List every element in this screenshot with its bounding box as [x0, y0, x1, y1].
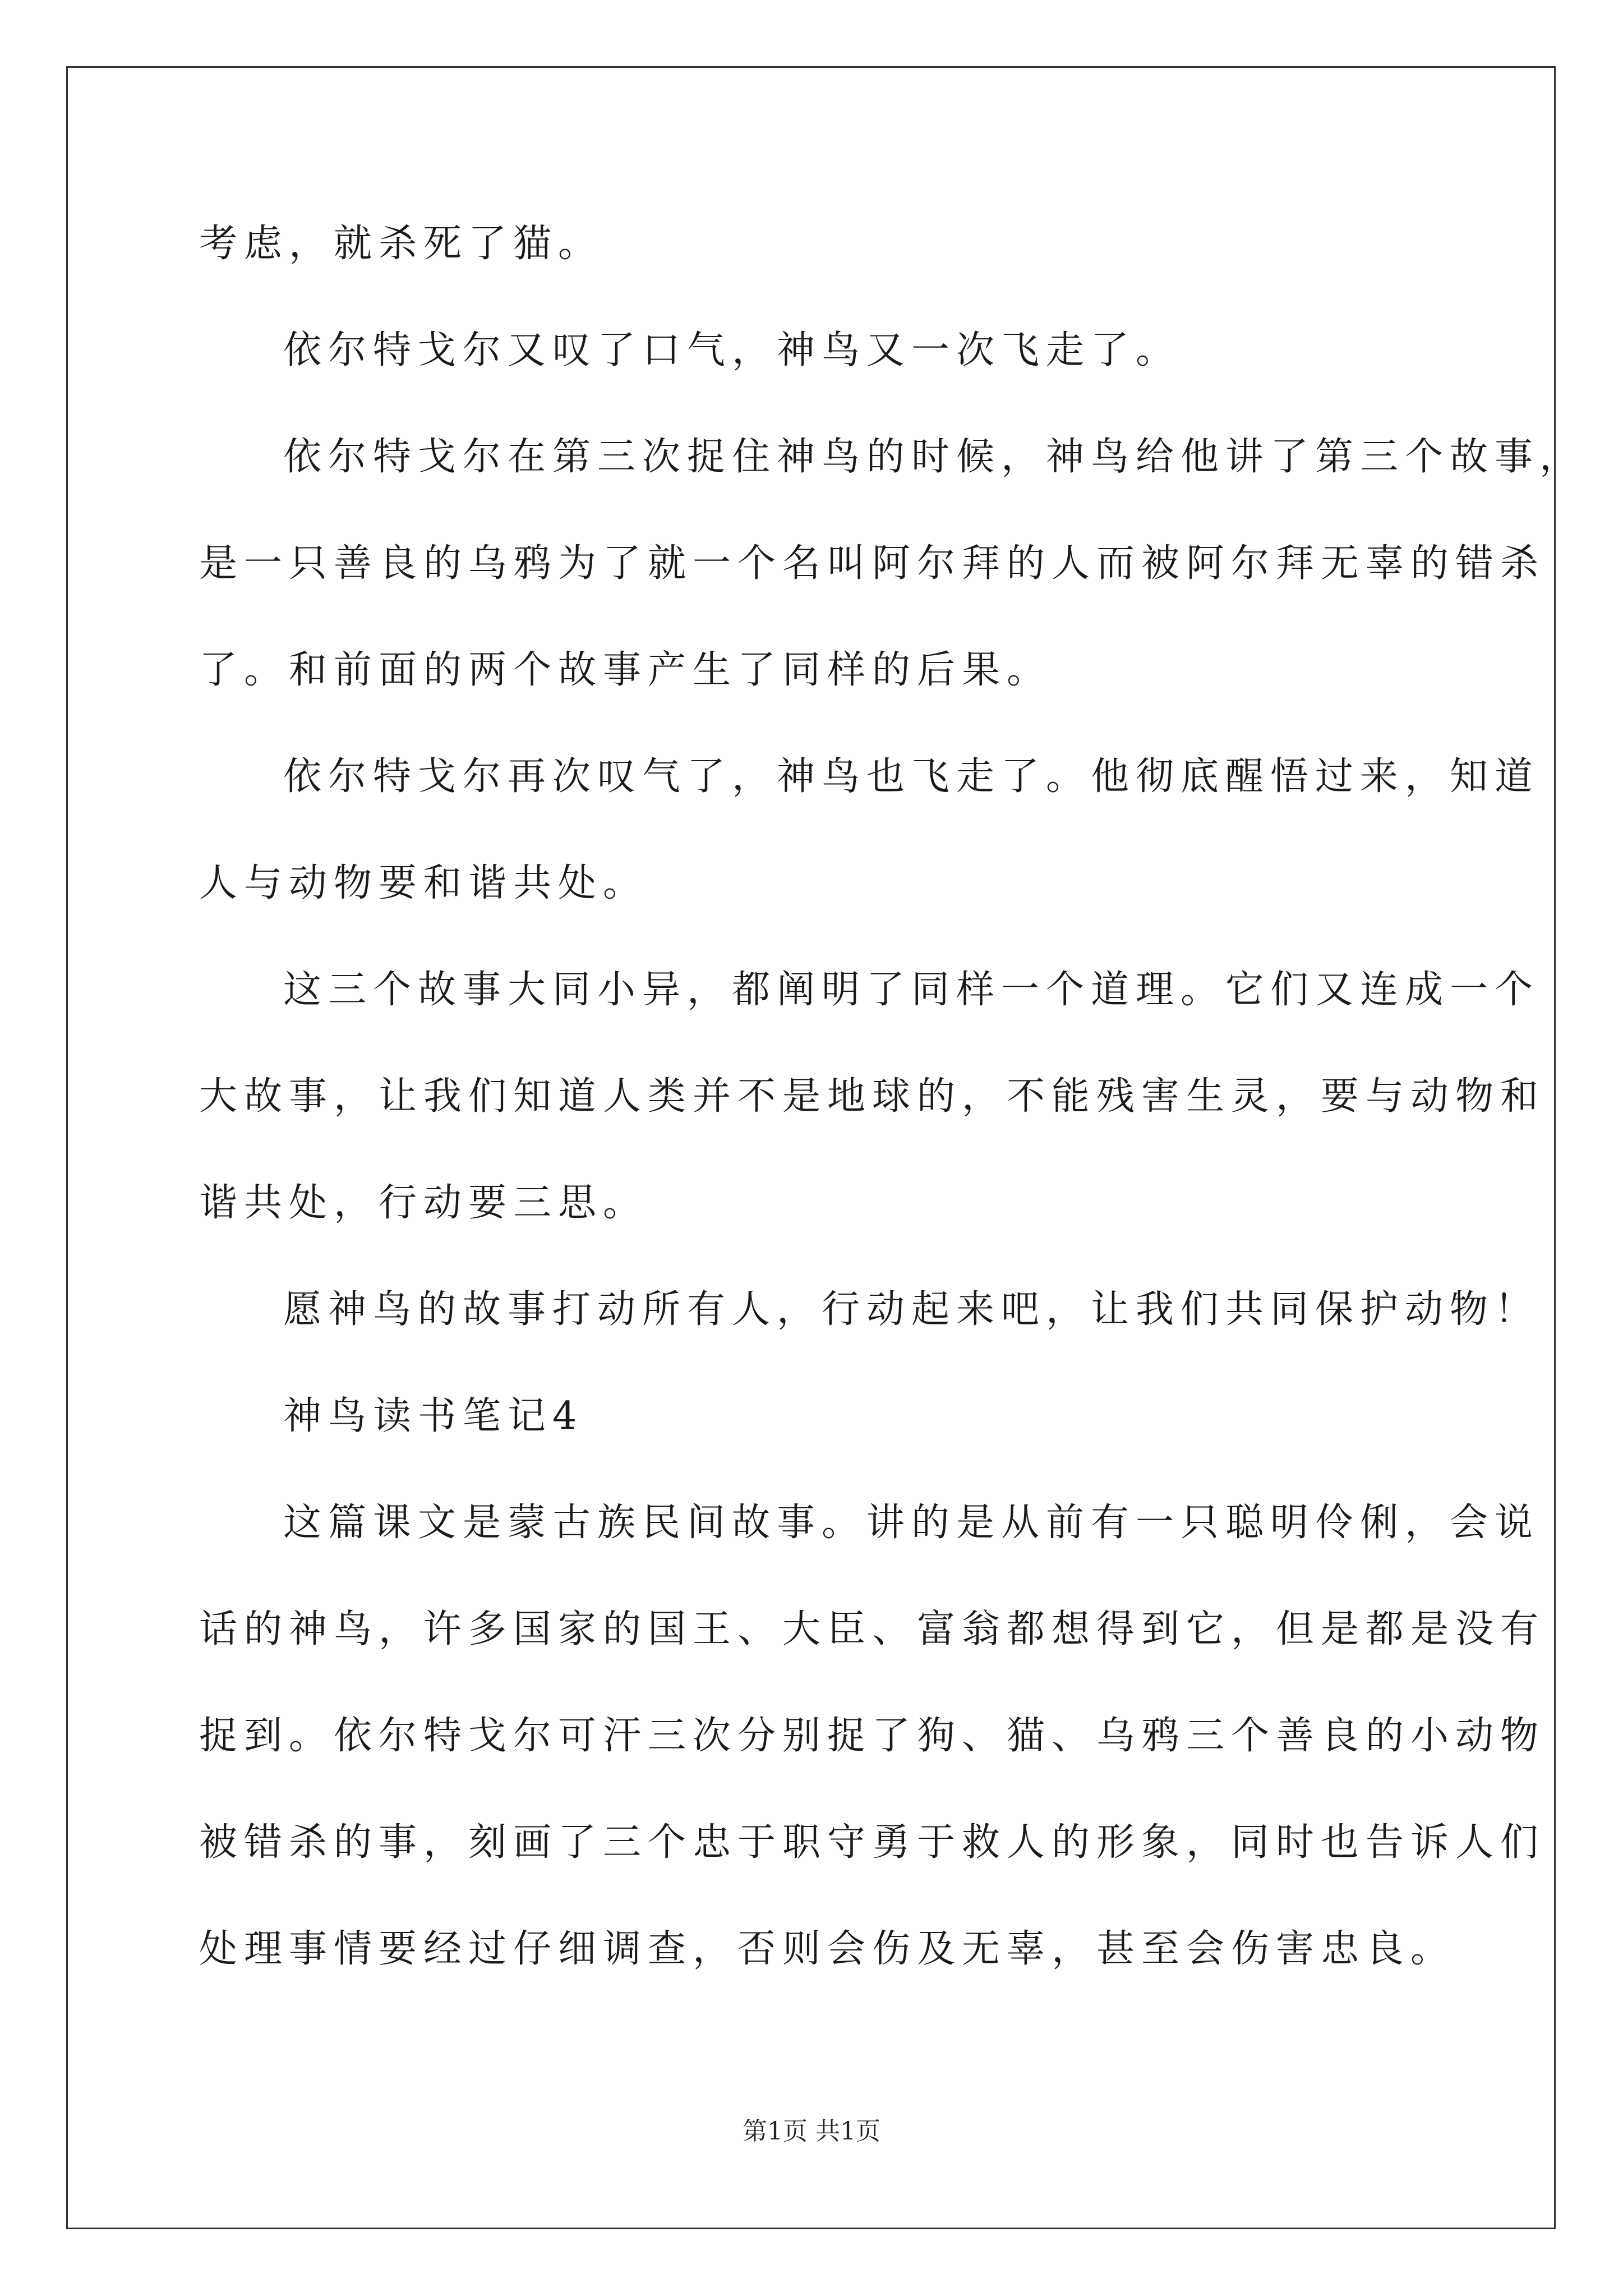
text-line: 了。和前面的两个故事产生了同样的后果。 [199, 648, 1052, 692]
section-heading: 神鸟读书笔记4 [283, 1394, 584, 1438]
paragraph-start: 依尔特戈尔再次叹气了，神鸟也飞走了。他彻底醒悟过来，知道 [283, 754, 1540, 799]
text-line: 捉到。依尔特戈尔可汗三次分别捉了狗、猫、乌鸦三个善良的小动物 [199, 1714, 1546, 1758]
page-footer: 第1页 共1页 [743, 2117, 880, 2146]
page-border [66, 66, 1556, 2229]
text-line: 人与动物要和谐共处。 [199, 861, 648, 905]
text-line: 被错杀的事，刻画了三个忠于职守勇于救人的形象，同时也告诉人们 [199, 1820, 1546, 1865]
text-line: 大故事，让我们知道人类并不是地球的，不能残害生灵，要与动物和 [199, 1074, 1546, 1119]
paragraph-start: 愿神鸟的故事打动所有人，行动起来吧，让我们共同保护动物！ [283, 1287, 1540, 1332]
paragraph-start: 这篇课文是蒙古族民间故事。讲的是从前有一只聪明伶俐，会说 [283, 1501, 1540, 1545]
text-line: 话的神鸟，许多国家的国王、大臣、富翁都想得到它，但是都是没有 [199, 1607, 1546, 1651]
paragraph-start: 依尔特戈尔在第三次捉住神鸟的时候，神鸟给他讲了第三个故事， [283, 435, 1585, 479]
text-line: 考虑，就杀死了猫。 [199, 222, 603, 266]
paragraph-start: 这三个故事大同小异，都阐明了同样一个道理。它们又连成一个 [283, 968, 1540, 1012]
text-line: 谐共处，行动要三思。 [199, 1181, 648, 1225]
text-line: 处理事情要经过仔细调查，否则会伤及无辜，甚至会伤害忠良。 [199, 1927, 1456, 1971]
text-line: 是一只善良的乌鸦为了就一个名叫阿尔拜的人而被阿尔拜无辜的错杀 [199, 541, 1546, 586]
paragraph-start: 依尔特戈尔又叹了口气，神鸟又一次飞走了。 [283, 328, 1181, 372]
